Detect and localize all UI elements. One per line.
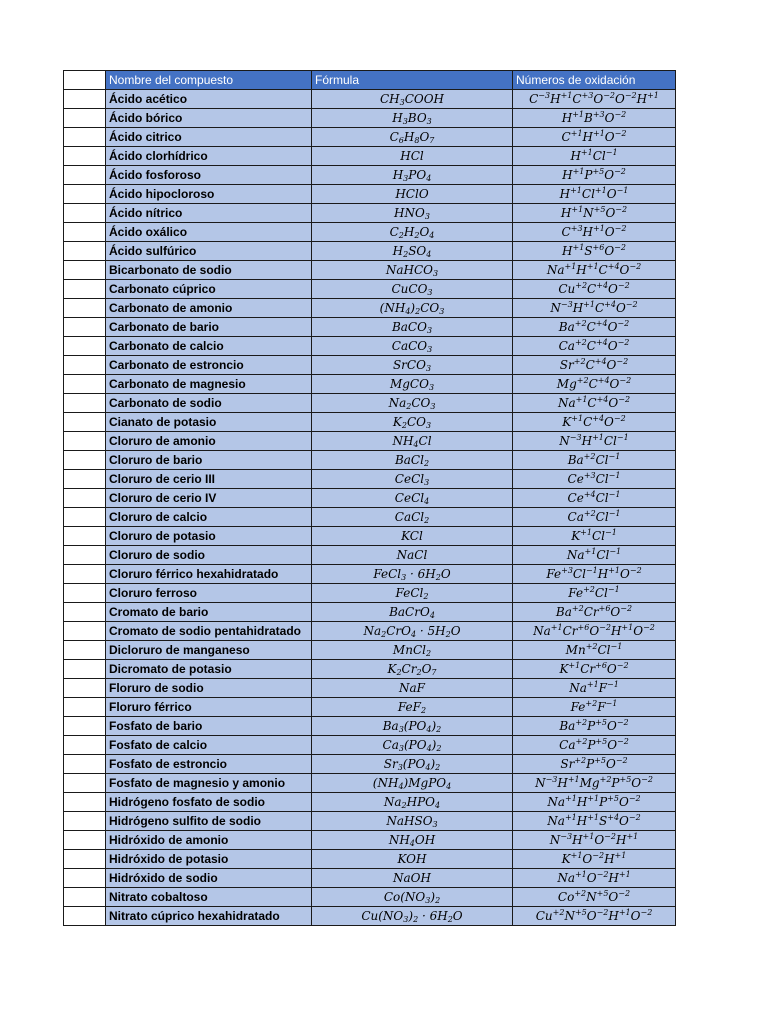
row-header-cell[interactable] — [64, 850, 106, 869]
oxidation-numbers-cell[interactable]: $Cu^{+2}N^{+5}O^{-2}H^{+1}O^{-2}$ — [513, 907, 676, 926]
compound-name-cell[interactable]: Carbonato de estroncio — [106, 356, 312, 375]
table-row — [64, 394, 676, 413]
row-header-cell[interactable] — [64, 717, 106, 736]
oxidation-numbers-cell[interactable]: $Na^{+1}H^{+1}P^{+5}O^{-2}$ — [513, 793, 676, 812]
formula-cell[interactable]: $CH_3COOH$ — [312, 90, 513, 109]
oxidation-numbers-cell[interactable]: $N^{-3}H^{+1}Mg^{+2}P^{+5}O^{-2}$ — [513, 774, 676, 793]
compound-name-cell[interactable]: Fosfato de bario — [106, 717, 312, 736]
compound-name-cell[interactable]: Ácido acético — [106, 90, 312, 109]
row-header-cell[interactable] — [64, 242, 106, 261]
oxidation-numbers-cell[interactable]: $N^{-3}H^{+1}C^{+4}O^{-2}$ — [513, 299, 676, 318]
row-header-cell[interactable] — [64, 622, 106, 641]
column-header-formula[interactable]: Fórmula — [312, 71, 513, 90]
row-header-cell[interactable] — [64, 546, 106, 565]
row-header-cell[interactable] — [64, 831, 106, 850]
formula-cell[interactable]: BaCl$_2$ — [312, 451, 513, 470]
compound-name-cell[interactable]: Cloruro de potasio — [106, 527, 312, 546]
formula-cell[interactable]: CeCl$_3$ — [312, 470, 513, 489]
oxidation-numbers-cell[interactable]: $Fe^{+3}Cl^{-1}H^{+1}O^{-2}$ — [513, 565, 676, 584]
table-row — [64, 356, 676, 375]
oxidation-numbers-cell[interactable]: $Ce^{+3}Cl^{-1}$ — [513, 470, 676, 489]
formula-cell[interactable]: $K_2CO_3$ — [312, 413, 513, 432]
table-row — [64, 869, 676, 888]
table-row — [64, 698, 676, 717]
compound-name-cell[interactable]: Hidróxido de potasio — [106, 850, 312, 869]
oxidation-numbers-cell[interactable]: $H^{+1}Cl^{-1}$ — [513, 147, 676, 166]
table-row — [64, 603, 676, 622]
compound-name-cell[interactable]: Floruro férrico — [106, 698, 312, 717]
table-row — [64, 128, 676, 147]
row-header-cell[interactable] — [64, 812, 106, 831]
oxidation-numbers-cell[interactable]: $H^{+1}S^{+6}O^{-2}$ — [513, 242, 676, 261]
row-header-cell[interactable] — [64, 337, 106, 356]
table-row — [64, 109, 676, 128]
oxidation-numbers-cell[interactable]: $K^{+1}Cl^{-1}$ — [513, 527, 676, 546]
compound-name-cell[interactable]: Cloruro férrico hexahidratado — [106, 565, 312, 584]
formula-cell[interactable]: MgCO$_3$ — [312, 375, 513, 394]
formula-cell[interactable]: FeF$_2$ — [312, 698, 513, 717]
row-header-cell[interactable] — [64, 109, 106, 128]
formula-cell[interactable]: $HNO_3$ — [312, 204, 513, 223]
compound-name-cell[interactable]: Fosfato de calcio — [106, 736, 312, 755]
oxidation-numbers-cell[interactable]: $H^{+1}B^{+3}O^{-2}$ — [513, 109, 676, 128]
compound-name-cell[interactable]: Ácido clorhídrico — [106, 147, 312, 166]
table-row — [64, 508, 676, 527]
table-row — [64, 432, 676, 451]
compound-name-cell[interactable]: Fosfato de magnesio y amonio — [106, 774, 312, 793]
row-header-cell[interactable] — [64, 318, 106, 337]
row-header-cell[interactable] — [64, 280, 106, 299]
formula-cell[interactable]: CaCl$_2$ — [312, 508, 513, 527]
compound-name-cell[interactable]: Hidrógeno fosfato de sodio — [106, 793, 312, 812]
table-row — [64, 242, 676, 261]
table-row — [64, 375, 676, 394]
compound-name-cell[interactable]: Dicloruro de manganeso — [106, 641, 312, 660]
table-row — [64, 565, 676, 584]
formula-cell[interactable]: FeCl$_3$ · $6H_2O$ — [312, 565, 513, 584]
table-row — [64, 527, 676, 546]
compound-name-cell[interactable]: Cloruro ferroso — [106, 584, 312, 603]
compound-name-cell[interactable]: Bicarbonato de sodio — [106, 261, 312, 280]
formula-cell[interactable]: CuCO$_3$ — [312, 280, 513, 299]
row-header-cell[interactable] — [64, 299, 106, 318]
compound-name-cell[interactable]: Fosfato de estroncio — [106, 755, 312, 774]
row-header-cell[interactable] — [64, 584, 106, 603]
compound-name-cell[interactable]: Hidrógeno sulfito de sodio — [106, 812, 312, 831]
formula-cell[interactable]: $Na_2CO_3$ — [312, 394, 513, 413]
row-header-cell[interactable] — [64, 413, 106, 432]
row-header-cell[interactable] — [64, 565, 106, 584]
table-row — [64, 318, 676, 337]
formula-cell[interactable]: FeCl$_2$ — [312, 584, 513, 603]
table-row — [64, 755, 676, 774]
formula-cell[interactable]: $Ba_3(PO_4)_2$ — [312, 717, 513, 736]
table-row — [64, 736, 676, 755]
oxidation-numbers-cell[interactable]: $Na^{+1}H^{+1}C^{+4}O^{-2}$ — [513, 261, 676, 280]
row-header-cell[interactable] — [64, 147, 106, 166]
row-header-cell[interactable] — [64, 185, 106, 204]
oxidation-numbers-cell[interactable]: $Cu^{+2}C^{+4}O^{-2}$ — [513, 280, 676, 299]
compound-name-cell[interactable]: Carbonato cúprico — [106, 280, 312, 299]
formula-cell[interactable]: $(NH_4)_2CO_3$ — [312, 299, 513, 318]
table-row — [64, 774, 676, 793]
row-header-cell[interactable] — [64, 774, 106, 793]
formula-cell[interactable]: $Co(NO_3)_2$ — [312, 888, 513, 907]
row-header-cell[interactable] — [64, 888, 106, 907]
table-row — [64, 888, 676, 907]
compound-name-cell[interactable]: Cloruro de amonio — [106, 432, 312, 451]
compound-name-cell[interactable]: Ácido oxálico — [106, 223, 312, 242]
row-header-cell[interactable] — [64, 451, 106, 470]
table-row — [64, 641, 676, 660]
row-header-cell[interactable] — [64, 603, 106, 622]
formula-cell[interactable]: CeCl$_4$ — [312, 489, 513, 508]
oxidation-numbers-cell[interactable]: $Ca^{+2}C^{+4}O^{-2}$ — [513, 337, 676, 356]
table-row — [64, 717, 676, 736]
formula-cell[interactable]: $C_2H_2O_4$ — [312, 223, 513, 242]
formula-cell[interactable]: BaCO$_3$ — [312, 318, 513, 337]
row-header-cell[interactable] — [64, 869, 106, 888]
oxidation-numbers-cell[interactable]: $N^{-3}H^{+1}O^{-2}H^{+1}$ — [513, 831, 676, 850]
oxidation-numbers-cell[interactable]: $Ba^{+2}C^{+4}O^{-2}$ — [513, 318, 676, 337]
formula-cell[interactable]: NaHCO$_3$ — [312, 261, 513, 280]
formula-cell[interactable]: $Ca_3(PO_4)_2$ — [312, 736, 513, 755]
table-row — [64, 907, 676, 926]
formula-cell[interactable]: $H_2SO_4$ — [312, 242, 513, 261]
row-header-cell[interactable] — [64, 527, 106, 546]
compound-name-cell[interactable]: Ácido citrico — [106, 128, 312, 147]
formula-cell[interactable]: HClO — [312, 185, 513, 204]
compound-name-cell[interactable]: Ácido hipocloroso — [106, 185, 312, 204]
row-header-cell[interactable] — [64, 90, 106, 109]
table-row — [64, 850, 676, 869]
formula-cell[interactable]: $Cu(NO_3)_2 \cdot 6H_2O$ — [312, 907, 513, 926]
compound-name-cell[interactable]: Cromato de bario — [106, 603, 312, 622]
table-row — [64, 546, 676, 565]
table-row — [64, 280, 676, 299]
oxidation-numbers-cell[interactable]: $Ba^{+2}Cr^{+6}O^{-2}$ — [513, 603, 676, 622]
table-row — [64, 489, 676, 508]
row-header-cell[interactable] — [64, 755, 106, 774]
compound-name-cell[interactable]: Cianato de potasio — [106, 413, 312, 432]
oxidation-numbers-cell[interactable]: $Sr^{+2}C^{+4}O^{-2}$ — [513, 356, 676, 375]
formula-cell[interactable]: $NH_4OH$ — [312, 831, 513, 850]
header-row — [64, 71, 676, 90]
row-header-cell[interactable] — [64, 679, 106, 698]
row-header-cell[interactable] — [64, 71, 106, 90]
compound-name-cell[interactable]: Carbonato de calcio — [106, 337, 312, 356]
table-row — [64, 622, 676, 641]
formula-cell[interactable]: NaF — [312, 679, 513, 698]
compound-name-cell[interactable]: Cloruro de cerio IV — [106, 489, 312, 508]
column-header-oxidation[interactable]: Números de oxidación — [513, 71, 676, 90]
oxidation-numbers-cell[interactable]: $K^{+1}O^{-2}H^{+1}$ — [513, 850, 676, 869]
compound-name-cell[interactable]: Ácido sulfúrico — [106, 242, 312, 261]
oxidation-numbers-cell[interactable]: $Co^{+2}N^{+5}O^{-2}$ — [513, 888, 676, 907]
compound-name-cell[interactable]: Cloruro de bario — [106, 451, 312, 470]
row-header-cell[interactable] — [64, 432, 106, 451]
row-header-cell[interactable] — [64, 394, 106, 413]
oxidation-numbers-cell[interactable]: $Sr^{+2}P^{+5}O^{-2}$ — [513, 755, 676, 774]
compound-name-cell[interactable]: Carbonato de bario — [106, 318, 312, 337]
table-row — [64, 584, 676, 603]
row-header-cell[interactable] — [64, 489, 106, 508]
table-row — [64, 166, 676, 185]
formula-cell[interactable]: $(NH_4)MgPO_4$ — [312, 774, 513, 793]
formula-cell[interactable]: HCl — [312, 147, 513, 166]
compounds-table — [63, 70, 676, 926]
oxidation-numbers-cell[interactable]: $N^{-3}H^{+1}Cl^{-1}$ — [513, 432, 676, 451]
oxidation-numbers-cell[interactable]: $Ce^{+4}Cl^{-1}$ — [513, 489, 676, 508]
row-header-cell[interactable] — [64, 698, 106, 717]
oxidation-numbers-cell[interactable]: $Na^{+1}C^{+4}O^{-2}$ — [513, 394, 676, 413]
table-row — [64, 831, 676, 850]
oxidation-numbers-cell[interactable]: $H^{+1}Cl^{+1}O^{-1}$ — [513, 185, 676, 204]
compound-name-cell[interactable]: Ácido bórico — [106, 109, 312, 128]
row-header-cell[interactable] — [64, 128, 106, 147]
oxidation-numbers-cell[interactable]: $Mn^{+2}Cl^{-1}$ — [513, 641, 676, 660]
row-header-cell[interactable] — [64, 356, 106, 375]
table-row — [64, 413, 676, 432]
row-header-cell[interactable] — [64, 166, 106, 185]
compound-name-cell[interactable]: Cloruro de cerio III — [106, 470, 312, 489]
formula-cell[interactable]: SrCO$_3$ — [312, 356, 513, 375]
oxidation-numbers-cell[interactable]: $Fe^{+2}F^{-1}$ — [513, 698, 676, 717]
table-row — [64, 793, 676, 812]
oxidation-numbers-cell[interactable]: $Ca^{+2}P^{+5}O^{-2}$ — [513, 736, 676, 755]
compound-name-cell[interactable]: Hidróxido de amonio — [106, 831, 312, 850]
formula-cell[interactable]: NaOH — [312, 869, 513, 888]
formula-cell[interactable]: $K_2Cr_2O_7$ — [312, 660, 513, 679]
table-row — [64, 90, 676, 109]
oxidation-numbers-cell[interactable]: $C^{+3}H^{+1}O^{-2}$ — [513, 223, 676, 242]
row-header-cell[interactable] — [64, 660, 106, 679]
compound-name-cell[interactable]: Cloruro de calcio — [106, 508, 312, 527]
formula-cell[interactable]: $Sr_3(PO_4)_2$ — [312, 755, 513, 774]
formula-cell[interactable]: CaCO$_3$ — [312, 337, 513, 356]
compound-name-cell[interactable]: Floruro de sodio — [106, 679, 312, 698]
row-header-cell[interactable] — [64, 223, 106, 242]
oxidation-numbers-cell[interactable]: $K^{+1}C^{+4}O^{-2}$ — [513, 413, 676, 432]
formula-cell[interactable]: MnCl$_2$ — [312, 641, 513, 660]
oxidation-numbers-cell[interactable]: $Na^{+1}O^{-2}H^{+1}$ — [513, 869, 676, 888]
compound-name-cell[interactable]: Hidróxido de sodio — [106, 869, 312, 888]
compound-name-cell[interactable]: Carbonato de amonio — [106, 299, 312, 318]
oxidation-numbers-cell[interactable]: $Mg^{+2}C^{+4}O^{-2}$ — [513, 375, 676, 394]
oxidation-numbers-cell[interactable]: $Na^{+1}F^{-1}$ — [513, 679, 676, 698]
table-row — [64, 337, 676, 356]
oxidation-numbers-cell[interactable]: $Na^{+1}Cl^{-1}$ — [513, 546, 676, 565]
table-row — [64, 679, 676, 698]
table-row — [64, 812, 676, 831]
oxidation-numbers-cell[interactable]: $H^{+1}N^{+5}O^{-2}$ — [513, 204, 676, 223]
compound-name-cell[interactable]: Ácido nítrico — [106, 204, 312, 223]
oxidation-numbers-cell[interactable]: $Fe^{+2}Cl^{-1}$ — [513, 584, 676, 603]
oxidation-numbers-cell[interactable]: $H^{+1}P^{+5}O^{-2}$ — [513, 166, 676, 185]
compound-name-cell[interactable]: Ácido fosforoso — [106, 166, 312, 185]
table-row — [64, 470, 676, 489]
compound-name-cell[interactable]: Carbonato de sodio — [106, 394, 312, 413]
column-header-name[interactable]: Nombre del compuesto — [106, 71, 312, 90]
oxidation-numbers-cell[interactable]: $C^{+1}H^{+1}O^{-2}$ — [513, 128, 676, 147]
formula-cell[interactable]: KOH — [312, 850, 513, 869]
compound-name-cell[interactable]: Nitrato cobaltoso — [106, 888, 312, 907]
row-header-cell[interactable] — [64, 907, 106, 926]
formula-cell[interactable]: KCl — [312, 527, 513, 546]
row-header-cell[interactable] — [64, 204, 106, 223]
oxidation-numbers-cell[interactable]: $C^{-3}H^{+1}C^{+3}O^{-2}O^{-2}H^{+1}$ — [513, 90, 676, 109]
table-row — [64, 147, 676, 166]
formula-cell[interactable]: $C_6H_8O_7$ — [312, 128, 513, 147]
table-row — [64, 223, 676, 242]
oxidation-numbers-cell[interactable]: $K^{+1}Cr^{+6}O^{-2}$ — [513, 660, 676, 679]
table-row — [64, 261, 676, 280]
compound-name-cell[interactable]: Carbonato de magnesio — [106, 375, 312, 394]
formula-cell[interactable]: NaCl — [312, 546, 513, 565]
oxidation-numbers-cell[interactable]: $Na^{+1}Cr^{+6}O^{-2}H^{+1}O^{-2}$ — [513, 622, 676, 641]
oxidation-numbers-cell[interactable]: $Ca^{+2}Cl^{-1}$ — [513, 508, 676, 527]
formula-cell[interactable]: $Na_2HPO_4$ — [312, 793, 513, 812]
compound-name-cell[interactable]: Nitrato cúprico hexahidratado — [106, 907, 312, 926]
table-row — [64, 660, 676, 679]
row-header-cell[interactable] — [64, 375, 106, 394]
oxidation-numbers-cell[interactable]: $Ba^{+2}Cl^{-1}$ — [513, 451, 676, 470]
formula-cell[interactable]: BaCrO$_4$ — [312, 603, 513, 622]
table-row — [64, 204, 676, 223]
oxidation-numbers-cell[interactable]: $Ba^{+2}P^{+5}O^{-2}$ — [513, 717, 676, 736]
formula-cell[interactable]: $H_3BO_3$ — [312, 109, 513, 128]
compound-name-cell[interactable]: Cloruro de sodio — [106, 546, 312, 565]
table-row — [64, 299, 676, 318]
compound-name-cell[interactable]: Dicromato de potasio — [106, 660, 312, 679]
compound-name-cell[interactable]: Cromato de sodio pentahidratado — [106, 622, 312, 641]
formula-cell[interactable]: $Na_2CrO_4 \cdot 5H_2O$ — [312, 622, 513, 641]
row-header-cell[interactable] — [64, 261, 106, 280]
row-header-cell[interactable] — [64, 736, 106, 755]
formula-cell[interactable]: $H_3PO_4$ — [312, 166, 513, 185]
row-header-cell[interactable] — [64, 508, 106, 527]
row-header-cell[interactable] — [64, 470, 106, 489]
formula-cell[interactable]: NaHSO$_3$ — [312, 812, 513, 831]
row-header-cell[interactable] — [64, 793, 106, 812]
table-row — [64, 451, 676, 470]
table-row — [64, 185, 676, 204]
oxidation-numbers-cell[interactable]: $Na^{+1}H^{+1}S^{+4}O^{-2}$ — [513, 812, 676, 831]
formula-cell[interactable]: $NH_4Cl$ — [312, 432, 513, 451]
row-header-cell[interactable] — [64, 641, 106, 660]
